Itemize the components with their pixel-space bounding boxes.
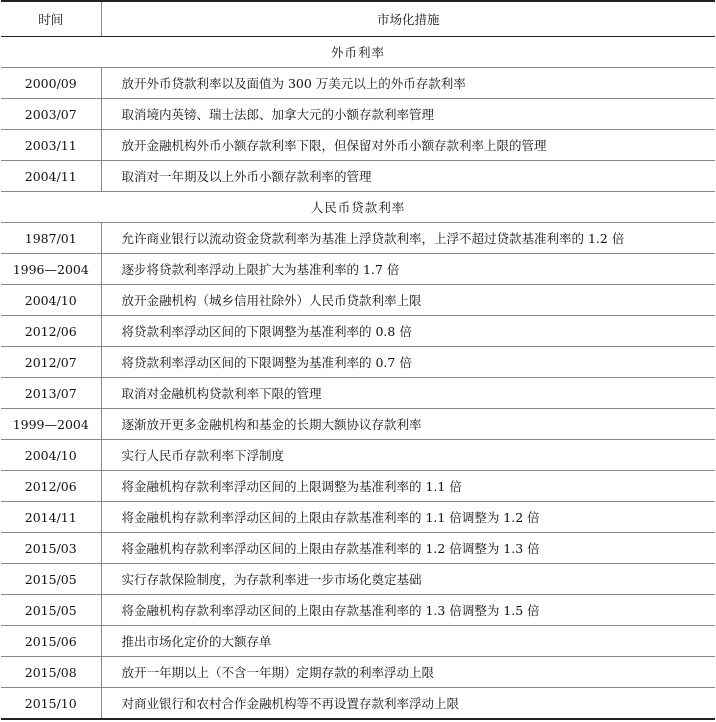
time-cell: 2015/03 [1, 533, 101, 564]
measure-cell: 允许商业银行以流动资金贷款利率为基准上浮贷款利率，上浮不超过贷款基准利率的 1.2 倍 [101, 223, 715, 254]
time-cell: 2004/10 [1, 440, 101, 471]
measure-cell: 将贷款利率浮动区间的下限调整为基准利率的 0.7 倍 [101, 347, 715, 378]
time-cell: 2000/09 [1, 68, 101, 99]
time-cell: 2004/10 [1, 285, 101, 316]
measure-cell: 将金融机构存款利率浮动区间的上限调整为基准利率的 1.1 倍 [101, 471, 715, 502]
measure-cell: 放开一年期以上（不含一年期）定期存款的利率浮动上限 [101, 657, 715, 688]
interest-rate-measures-table [1, 0, 715, 720]
time-cell: 2014/11 [1, 502, 101, 533]
time-cell: 1996—2004 [1, 254, 101, 285]
time-cell: 2015/10 [1, 688, 101, 720]
time-cell: 2003/07 [1, 99, 101, 130]
section-row [1, 192, 715, 223]
table-row [1, 285, 715, 316]
measure-cell: 放开外币贷款利率以及面值为 300 万美元以上的外币存款利率 [101, 68, 715, 99]
header-measure: 市场化措施 [101, 1, 715, 37]
table-row [1, 564, 715, 595]
table-row [1, 347, 715, 378]
measure-cell: 取消对一年期及以上外币小额存款利率的管理 [101, 161, 715, 192]
measure-cell: 取消对金融机构贷款利率下限的管理 [101, 378, 715, 409]
table-row [1, 378, 715, 409]
time-cell: 2012/06 [1, 471, 101, 502]
header-time: 时间 [1, 1, 101, 37]
time-cell: 2013/07 [1, 378, 101, 409]
time-cell: 1987/01 [1, 223, 101, 254]
measure-cell: 逐渐放开更多金融机构和基金的长期大额协议存款利率 [101, 409, 715, 440]
time-cell: 2015/06 [1, 626, 101, 657]
measure-cell: 实行人民币存款利率下浮制度 [101, 440, 715, 471]
table-row [1, 595, 715, 626]
measure-cell: 逐步将贷款利率浮动上限扩大为基准利率的 1.7 倍 [101, 254, 715, 285]
table-row [1, 99, 715, 130]
measure-cell: 将金融机构存款利率浮动区间的上限由存款基准利率的 1.1 倍调整为 1.2 倍 [101, 502, 715, 533]
table-row [1, 130, 715, 161]
table-header-row [1, 1, 715, 37]
time-cell: 2012/07 [1, 347, 101, 378]
measure-cell: 放开金融机构（城乡信用社除外）人民币贷款利率上限 [101, 285, 715, 316]
table-row [1, 533, 715, 564]
table-row [1, 626, 715, 657]
measure-cell: 放开金融机构外币小额存款利率下限，但保留对外币小额存款利率上限的管理 [101, 130, 715, 161]
measure-cell: 将金融机构存款利率浮动区间的上限由存款基准利率的 1.2 倍调整为 1.3 倍 [101, 533, 715, 564]
time-cell: 2015/05 [1, 564, 101, 595]
time-cell: 2015/08 [1, 657, 101, 688]
table-row [1, 254, 715, 285]
time-cell: 1999—2004 [1, 409, 101, 440]
measure-cell: 将金融机构存款利率浮动区间的上限由存款基准利率的 1.3 倍调整为 1.5 倍 [101, 595, 715, 626]
measure-cell: 实行存款保险制度，为存款利率进一步市场化奠定基础 [101, 564, 715, 595]
table-row [1, 471, 715, 502]
table-row [1, 502, 715, 533]
measure-cell: 取消境内英镑、瑞士法郎、加拿大元的小额存款利率管理 [101, 99, 715, 130]
measure-cell: 推出市场化定价的大额存单 [101, 626, 715, 657]
time-cell: 2012/06 [1, 316, 101, 347]
section-title: 人民币贷款利率 [1, 192, 715, 223]
section-title: 外币利率 [1, 37, 715, 68]
time-cell: 2004/11 [1, 161, 101, 192]
table-row [1, 440, 715, 471]
table-row [1, 688, 715, 720]
table-row [1, 223, 715, 254]
table-body [1, 37, 715, 720]
table-row [1, 316, 715, 347]
table-row [1, 657, 715, 688]
table-row [1, 409, 715, 440]
time-cell: 2003/11 [1, 130, 101, 161]
measure-cell: 对商业银行和农村合作金融机构等不再设置存款利率浮动上限 [101, 688, 715, 720]
table-row [1, 161, 715, 192]
section-row [1, 37, 715, 68]
table-row [1, 68, 715, 99]
measure-cell: 将贷款利率浮动区间的下限调整为基准利率的 0.8 倍 [101, 316, 715, 347]
time-cell: 2015/05 [1, 595, 101, 626]
